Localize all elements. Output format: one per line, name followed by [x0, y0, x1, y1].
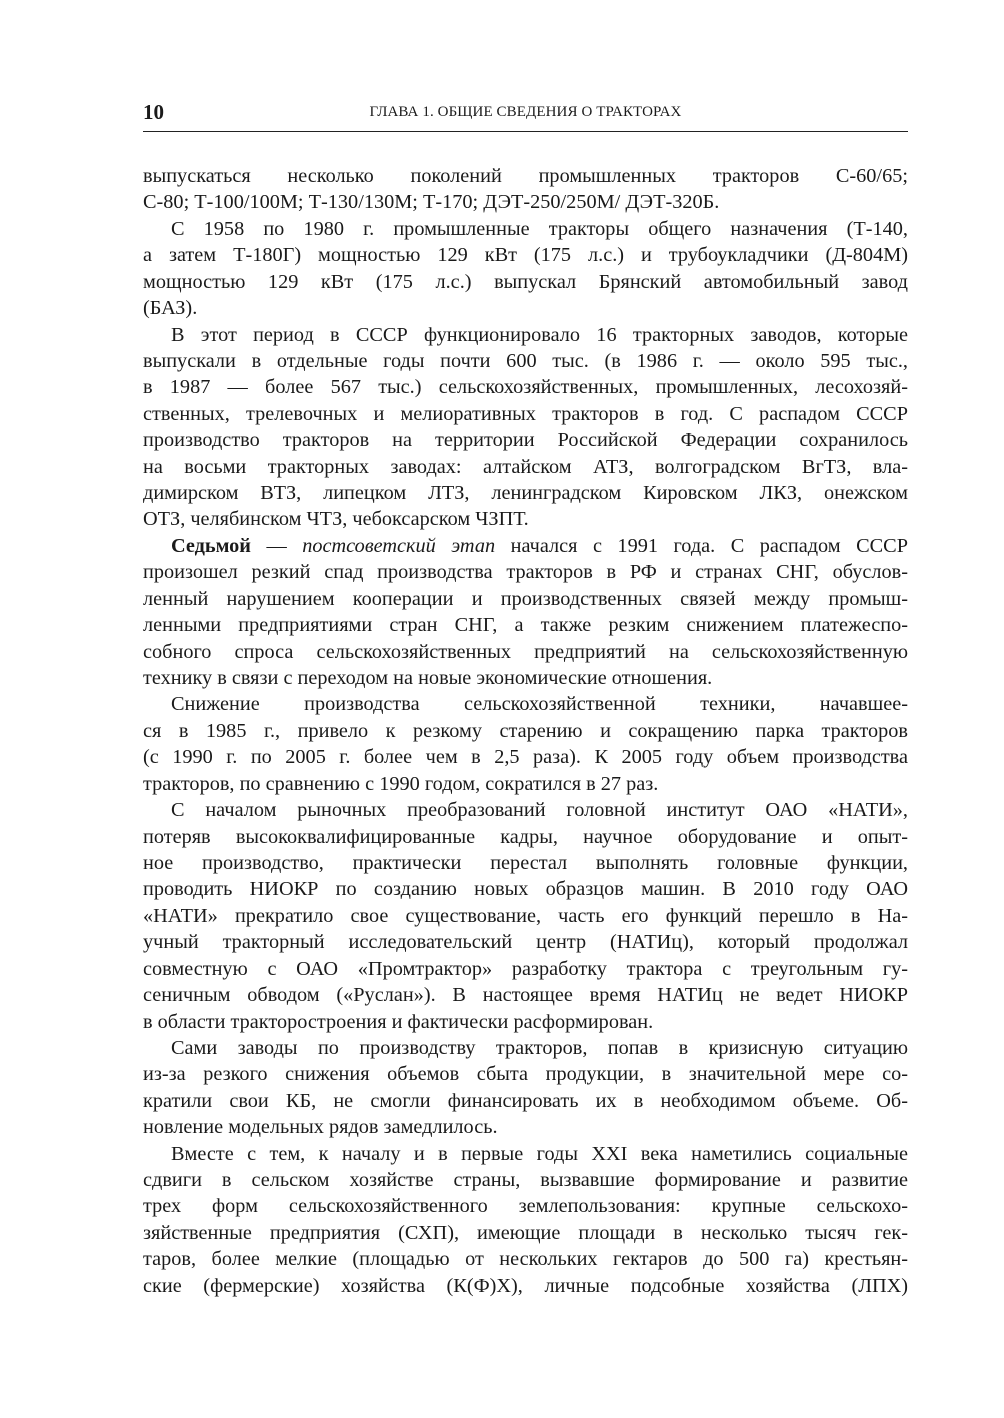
text-line: технику в связи с переходом на новые экономические отношения. — [143, 667, 713, 690]
text-line — [143, 533, 908, 559]
text-line: новление модельных рядов замедлилось. — [143, 1116, 498, 1139]
lead-rest: начался с 1991 года. С распадом СССР — [495, 534, 908, 557]
text-line: кратили свои КБ, не смогли финансировать их в необходимом объеме. Об- — [143, 1089, 908, 1112]
text-line: (БАЗ). — [143, 297, 198, 320]
text-line: С-80; Т-100/100М; Т-130/130М; Т-170; ДЭТ-250/250М/ ДЭТ-320Б. — [143, 191, 720, 214]
paragraph — [143, 533, 908, 692]
text-line: сдвиги в сельском хозяйстве страны, вызвавшие формирование и развитие — [143, 1169, 908, 1192]
text-line: а затем Т-180Г) мощностью 129 кВт (175 л.с.) и трубоукладчики (Д-804М) — [143, 244, 908, 267]
text-line: тракторов, по сравнению с 1990 годом, сократился в 27 раз. — [143, 772, 659, 795]
chapter-title: ГЛАВА 1. ОБЩИЕ СВЕДЕНИЯ О ТРАКТОРАХ — [369, 104, 682, 120]
text-line: таров, более мелкие (площадью от нескольких гектаров до 500 га) крестьян- — [143, 1248, 908, 1271]
running-header — [143, 100, 908, 132]
text-line: учный тракторный исследовательский центр (НАТИц), который продолжал — [143, 931, 908, 954]
paragraph — [143, 216, 908, 322]
text-line: Сами заводы по производству тракторов, попав в кризисную ситуацию — [171, 1036, 908, 1059]
lead-dash: — — [251, 534, 303, 557]
text-line: ленный нарушением кооперации и производственных связей между промыш- — [143, 587, 908, 610]
text-line: трех форм сельскохозяйственного землепользования: крупные сельскохо- — [143, 1195, 908, 1218]
text-line: димирском ВТЗ, липецком ЛТЗ, ленинградском Кировском ЛКЗ, онежском — [143, 482, 908, 505]
text-line: совместную с ОАО «Промтрактор» разработку трактора с треугольным гу- — [143, 957, 908, 980]
paragraph — [143, 797, 908, 1035]
text-line: на восьми тракторных заводах: алтайском АТЗ, волгоградском ВгТЗ, вла- — [143, 455, 908, 478]
text-line: ственных, трелевочных и мелиоративных тракторов в год. С распадом СССР — [143, 402, 908, 425]
text-line: проводить НИОКР по созданию новых образцов машин. В 2010 году ОАО — [143, 878, 908, 901]
text-line: ОТЗ, челябинском ЧТЗ, чебоксарском ЧЗПТ. — [143, 508, 529, 531]
page-number: 10 — [143, 100, 164, 124]
text-line: ленными предприятиями стран СНГ, а также резким снижением платежеспо- — [143, 614, 908, 637]
text-line: сеничным обводом («Руслан»). В настоящее время НАТИц не ведет НИОКР — [143, 984, 908, 1007]
text-line: мощностью 129 кВт (175 л.с.) выпускал Брянский автомобильный завод — [143, 270, 908, 293]
text-line: производство тракторов на территории Российской Федерации сохранилось — [143, 429, 908, 452]
text-line: в области тракторостроения и фактически расформирован. — [143, 1010, 654, 1033]
text-line: ся в 1985 г., привело к резкому старению и сокращению парка тракторов — [143, 719, 908, 742]
text-line: произошел резкий спад производства тракторов в РФ и странах СНГ, обуслов- — [143, 561, 908, 584]
lead-bold: Седьмой — [171, 534, 251, 557]
paragraph — [143, 691, 908, 797]
text-line: С 1958 по 1980 г. промышленные тракторы общего назначения (Т-140, — [171, 217, 908, 240]
text-line: (с 1990 г. по 2005 г. более чем в 2,5 раза). К 2005 году объем производства — [143, 746, 908, 769]
paragraph — [143, 1141, 908, 1300]
lead-italic: постсоветский этап — [302, 534, 496, 557]
body-text — [143, 163, 908, 1299]
text-line: ное производство, практически перестал выполнять головные функции, — [143, 851, 908, 874]
text-line: Снижение производства сельскохозяйственной техники, начавшее- — [171, 693, 908, 716]
text-line: С началом рыночных преобразований головной институт ОАО «НАТИ», — [171, 799, 908, 822]
text-line: в 1987 — более 567 тыс.) сельскохозяйственных, промышленных, лесохозяй- — [143, 376, 908, 399]
text-line: «НАТИ» прекратило свое существование, часть его функций перешло в На- — [143, 904, 908, 927]
text-line: ские (фермерские) хозяйства (К(Ф)Х), личные подсобные хозяйства (ЛПХ) — [143, 1274, 908, 1297]
paragraph — [143, 322, 908, 533]
text-line: выпускали в отдельные годы почти 600 тыс. (в 1986 г. — около 595 тыс., — [143, 349, 908, 372]
text-line: Вместе с тем, к началу и в первые годы XXI века наметились социальные — [171, 1142, 908, 1165]
text-line: В этот период в СССР функционировало 16 тракторных заводов, которые — [171, 323, 908, 346]
text-line: зяйственные предприятия (СХП), имеющие площади в несколько тысяч гек- — [143, 1221, 908, 1244]
paragraph — [143, 163, 908, 216]
text-line: потеряв высококвалифицированные кадры, научное оборудование и опыт- — [143, 825, 908, 848]
text-line: выпускаться несколько поколений промышленных тракторов С-60/65; — [143, 165, 908, 187]
paragraph — [143, 1035, 908, 1141]
text-line: из-за резкого снижения объемов сбыта продукции, в значительной мере со- — [143, 1063, 908, 1086]
text-line: собного спроса сельскохозяйственных предприятий на сельскохозяйственную — [143, 640, 908, 663]
